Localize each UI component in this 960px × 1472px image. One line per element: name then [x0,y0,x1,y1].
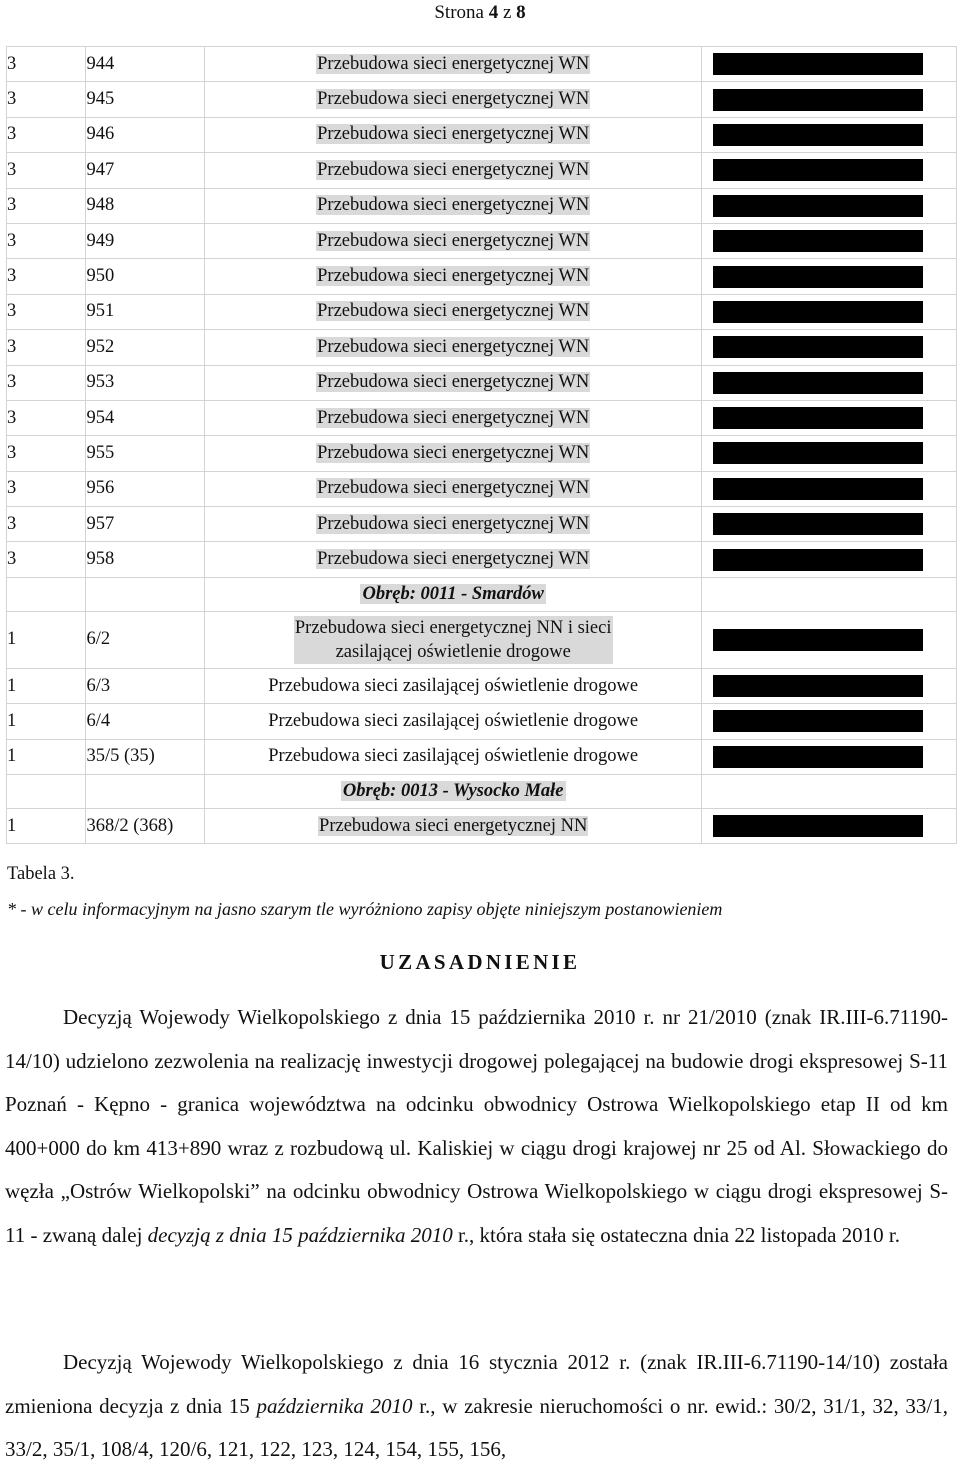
table-row [7,704,957,739]
parcel-number-cell: 949 [86,223,205,258]
table-row [7,330,957,365]
table-row [7,259,957,294]
owner-cell [702,365,957,400]
page-header [0,0,960,30]
description-text: Przebudowa sieci energetycznej WN [317,336,590,357]
obreb-cell: 1 [7,704,86,739]
owner-cell [702,153,957,188]
section-title-wysocko: Obręb: 0013 - Wysocko Małe [342,781,564,802]
table-row [7,668,957,703]
obreb-cell: 1 [7,668,86,703]
description-cell [205,188,702,223]
parcel-number-cell: 945 [86,82,205,117]
owner-cell [702,739,957,774]
table-row [7,82,957,117]
owner-cell [702,330,957,365]
description-cell [205,507,702,542]
obreb-cell: 3 [7,471,86,506]
owner-cell [702,542,957,577]
rows-obreb-3 [7,47,957,578]
redaction-bar [713,549,923,571]
redaction-bar [713,372,923,394]
parcel-number-cell: 950 [86,259,205,294]
redaction-bar [713,159,923,181]
description-text: Przebudowa sieci energetycznej WN [317,301,590,322]
description-cell [205,330,702,365]
redaction-bar [713,746,923,768]
redaction-bar [713,478,923,500]
parcel-number-cell: 957 [86,507,205,542]
owner-cell [702,400,957,435]
parcel-number-cell: 6/2 [86,611,205,668]
redaction-bar [713,336,923,358]
obreb-cell: 3 [7,294,86,329]
owner-cell [702,188,957,223]
description-text: Przebudowa sieci energetycznej WN [317,159,590,180]
page-prefix: Strona [434,2,484,23]
parcel-number-cell: 946 [86,117,205,152]
paragraph-2: Decyzją Wojewody Wielkopolskiego z dnia 16 stycznia 2012 r. (znak IR.III-6.71190-14/10) została zmieniona decyzja z dnia 15 października 2010 r., w zakresie nieruchomości o nr. ewid.: 30/2, 31/1, 32, 33/1, 33/2, 35/1, 108/4, 120/6, 121, 122, 123, 124, 154, 155, 156, [5,1350,948,1461]
table-row [7,153,957,188]
table-row [7,365,957,400]
description-cell [205,809,702,844]
parcel-number-cell: 951 [86,294,205,329]
description-cell [205,471,702,506]
obreb-cell: 3 [7,365,86,400]
table-row [7,507,957,542]
description-cell [205,259,702,294]
parcel-number-cell: 956 [86,471,205,506]
parcels-table [6,46,957,844]
redaction-bar [713,195,923,217]
redaction-bar [713,124,923,146]
description-cell [205,294,702,329]
obreb-cell: 3 [7,542,86,577]
description-text: Przebudowa sieci zasilającej oświetlenie drogowe [268,710,639,731]
owner-cell [702,223,957,258]
description-text: Przebudowa sieci energetycznej WN [317,478,590,499]
obreb-cell: 3 [7,188,86,223]
section-heading-uzasadnienie: UZASADNIENIE [379,950,581,974]
description-text: Przebudowa sieci energetycznej WN [317,513,590,534]
owner-cell [702,809,957,844]
obreb-cell: 3 [7,117,86,152]
owner-cell [702,471,957,506]
table-row [7,471,957,506]
table-row [7,809,957,844]
paragraph-1: Decyzją Wojewody Wielkopolskiego z dnia 15 października 2010 r. nr 21/2010 (znak IR.III-6.71190-14/10) udzielono zezwolenia na realizację inwestycji drogowej polegającej na budowie drogi ekspresowej S-11 Poznań - Kępno - granica województwa na odcinku obwodnicy Ostrowa Wielkopolskiego etap II od km 400+000 do km 413+890 wraz z rozbudową ul. Kaliskiej w ciągu drogi krajowej nr 25 od Al. Słowackiego do węzła „Ostrów Wielkopolski” na odcinku obwodnicy Ostrowa Wielkopolskiego w ciągu drogi ekspresowej S-11 - zwaną dalej decyzją z dnia 15 października 2010 r., która stała się ostateczna dnia 22 listopada 2010 r. [5,1005,948,1247]
parcel-number-cell: 953 [86,365,205,400]
description-text: Przebudowa sieci energetycznej NN [319,815,588,836]
description-text: Przebudowa sieci energetycznej WN [317,53,590,74]
section-row [7,577,957,611]
parcel-number-cell: 368/2 (368) [86,809,205,844]
description-text: Przebudowa sieci energetycznej WN [317,407,590,428]
redaction-bar [713,629,923,651]
obreb-cell: 1 [7,739,86,774]
redaction-bar [713,710,923,732]
rows-wysocko [7,775,957,844]
redaction-bar [713,230,923,252]
footnote: * - w celu informacyjnym na jasno szarym tle wyróżniono zapisy objęte niniejszym postanowieniem [7,899,723,919]
owner-cell [702,668,957,703]
obreb-cell: 3 [7,507,86,542]
table-row [7,223,957,258]
obreb-cell: 3 [7,259,86,294]
table-row [7,188,957,223]
redaction-bar [713,442,923,464]
total-pages: 8 [516,2,526,23]
owner-cell [702,117,957,152]
section-title-smardow: Obręb: 0011 - Smardów [362,583,544,604]
table-row [7,436,957,471]
description-cell [205,223,702,258]
table-row [7,400,957,435]
parcel-number-cell: 947 [86,153,205,188]
description-cell [205,47,702,82]
owner-cell [702,47,957,82]
obreb-cell: 3 [7,223,86,258]
redaction-bar [713,513,923,535]
obreb-cell: 3 [7,400,86,435]
current-page: 4 [488,2,499,23]
description-line-2: zasilającej oświetlenie drogowe [335,641,571,662]
redaction-bar [713,675,923,697]
redaction-bar [713,266,923,288]
obreb-cell: 1 [7,611,86,668]
description-cell [205,739,702,774]
redaction-bar [713,815,923,837]
redaction-bar [713,89,923,111]
description-cell [205,611,702,668]
table-row [7,117,957,152]
table-caption: Tabela 3. [7,864,75,884]
description-text: Przebudowa sieci energetycznej WN [317,266,590,287]
rows-smardow [7,577,957,668]
parcel-number-cell: 948 [86,188,205,223]
table-row [7,542,957,577]
parcel-number-cell: 952 [86,330,205,365]
obreb-cell: 3 [7,47,86,82]
obreb-cell: 3 [7,153,86,188]
table-row [7,611,957,668]
description-cell [205,704,702,739]
parcel-number-cell: 6/4 [86,704,205,739]
obreb-cell: 3 [7,82,86,117]
redaction-bar [713,407,923,429]
parcel-number-cell: 6/3 [86,668,205,703]
description-text: Przebudowa sieci energetycznej WN [317,372,590,393]
obreb-cell: 3 [7,436,86,471]
owner-cell [702,82,957,117]
description-text: Przebudowa sieci energetycznej WN [317,549,590,570]
table-row [7,47,957,82]
page-sep: z [502,2,512,23]
parcel-number-cell: 944 [86,47,205,82]
description-cell [205,153,702,188]
description-text: Przebudowa sieci energetycznej WN [317,89,590,110]
description-cell [205,82,702,117]
description-text: Przebudowa sieci energetycznej WN [317,230,590,251]
description-cell [205,117,702,152]
owner-cell [702,611,957,668]
description-cell [205,400,702,435]
parcel-number-cell: 958 [86,542,205,577]
description-text: Przebudowa sieci energetycznej WN [317,124,590,145]
owner-cell [702,436,957,471]
description-text: Przebudowa sieci zasilającej oświetlenie drogowe [268,675,639,696]
obreb-cell: 3 [7,330,86,365]
table-row [7,739,957,774]
redaction-bar [713,301,923,323]
description-cell [205,365,702,400]
italic-reference: decyzją z dnia 15 października 2010 [147,1222,453,1247]
description-text: Przebudowa sieci energetycznej WN [317,442,590,463]
owner-cell [702,704,957,739]
rows-smardow-lighting [7,668,957,774]
italic-reference: października 2010 [256,1393,413,1418]
table-row [7,294,957,329]
owner-cell [702,507,957,542]
redaction-bar [713,53,923,75]
parcel-number-cell: 35/5 (35) [86,739,205,774]
description-cell [205,668,702,703]
description-cell [205,542,702,577]
owner-cell [702,294,957,329]
parcel-number-cell: 955 [86,436,205,471]
obreb-cell: 1 [7,809,86,844]
description-cell [205,436,702,471]
description-text: Przebudowa sieci zasilającej oświetlenie drogowe [268,746,639,767]
description-line-1: Przebudowa sieci energetycznej NN i sieci [294,617,612,638]
description-text: Przebudowa sieci energetycznej WN [317,195,590,216]
section-row [7,775,957,809]
owner-cell [702,259,957,294]
parcel-number-cell: 954 [86,400,205,435]
